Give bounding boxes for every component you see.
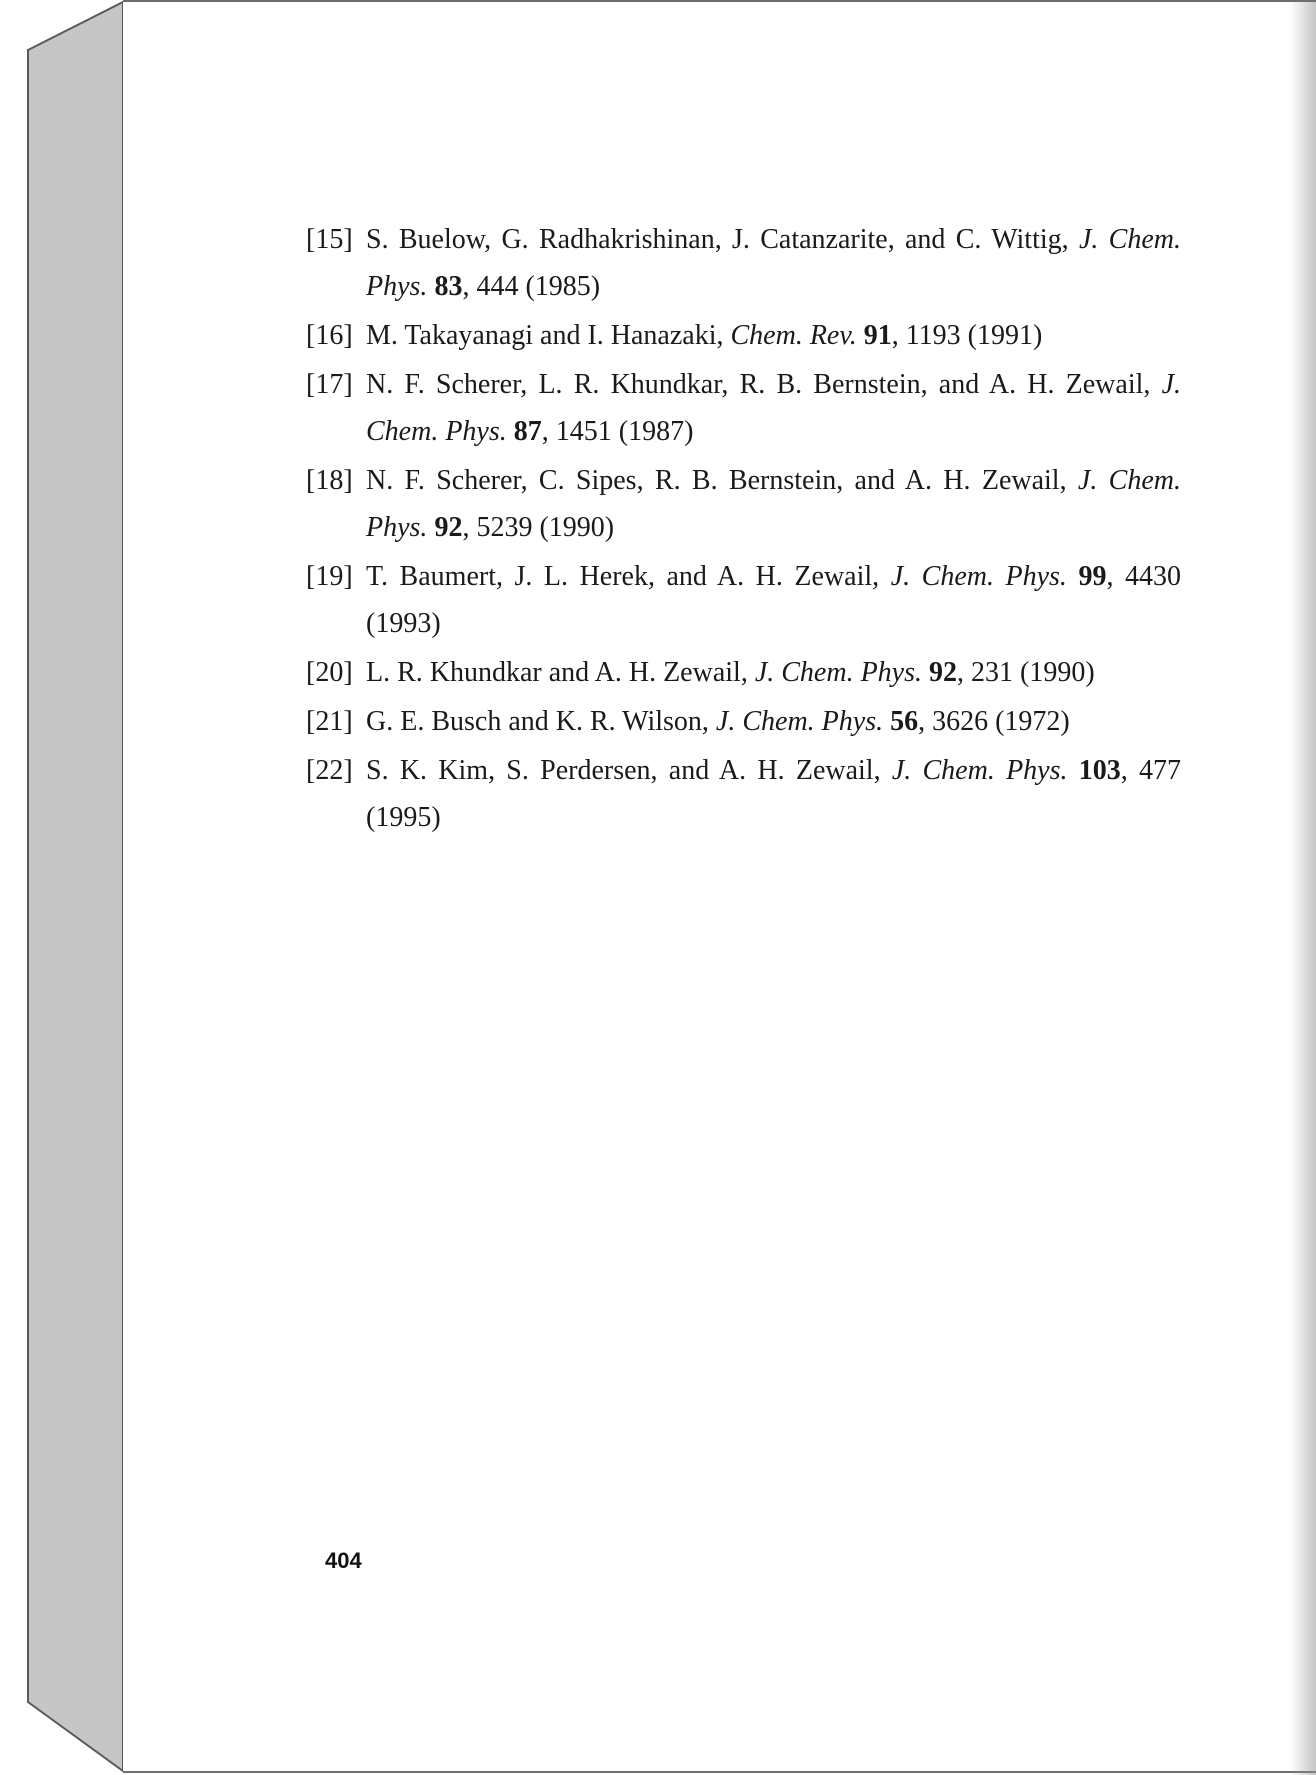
reference-item xyxy=(306,747,1181,841)
journal-name: J. Chem. Phys. xyxy=(891,755,1068,786)
volume: 103 xyxy=(1078,755,1121,786)
reference-item xyxy=(306,216,1181,310)
volume: 91 xyxy=(863,320,892,351)
volume: 92 xyxy=(929,657,958,688)
volume: 87 xyxy=(513,416,542,447)
reference-text: M. Takayanagi and I. Hanazaki, Chem. Rev. 91, 1193 (1991) xyxy=(366,320,1043,351)
reference-item xyxy=(306,698,1181,745)
volume: 56 xyxy=(890,706,919,737)
reference-item xyxy=(306,649,1181,696)
volume: 83 xyxy=(434,271,463,302)
reference-number: [20] xyxy=(306,657,353,688)
journal-name: J. Chem. Phys. xyxy=(366,369,1181,447)
reference-number: [19] xyxy=(306,561,353,592)
reference-number: [15] xyxy=(306,224,353,255)
reference-number: [18] xyxy=(306,465,353,496)
page-number: 404 xyxy=(325,1548,362,1573)
journal-name: J. Chem. Phys. xyxy=(715,706,884,737)
reference-item xyxy=(306,553,1181,647)
reference-number: [21] xyxy=(306,706,353,737)
reference-text: T. Baumert, J. L. Herek, and A. H. Zewail, J. Chem. Phys. 99, 4430 (1993) xyxy=(366,561,1181,639)
reference-item xyxy=(306,312,1181,359)
reference-item xyxy=(306,361,1181,455)
book-spine xyxy=(0,0,126,1773)
reference-item xyxy=(306,457,1181,551)
reference-text: N. F. Scherer, C. Sipes, R. B. Bernstein, and A. H. Zewail, J. Chem. Phys. 92, 5239 (1990) xyxy=(366,465,1181,543)
journal-name: J. Chem. Phys. xyxy=(890,561,1067,592)
volume: 99 xyxy=(1078,561,1107,592)
reference-text: S. Buelow, G. Radhakrishinan, J. Catanzarite, and C. Wittig, J. Chem. Phys. 83, 444 (1985) xyxy=(366,224,1181,302)
journal-name: Chem. Rev. xyxy=(730,320,857,351)
reference-number: [16] xyxy=(306,320,353,351)
reference-text: L. R. Khundkar and A. H. Zewail, J. Chem. Phys. 92, 231 (1990) xyxy=(366,657,1095,688)
journal-name: J. Chem. Phys. xyxy=(754,657,923,688)
page-edge-shadow xyxy=(1290,2,1316,1775)
journal-name: J. Chem. Phys. xyxy=(366,224,1181,302)
reference-text: N. F. Scherer, L. R. Khundkar, R. B. Bernstein, and A. H. Zewail, J. Chem. Phys. 87, 1451 (1987) xyxy=(366,369,1181,447)
journal-name: J. Chem. Phys. xyxy=(366,465,1181,543)
reference-text: G. E. Busch and K. R. Wilson, J. Chem. Phys. 56, 3626 (1972) xyxy=(366,706,1070,737)
reference-list xyxy=(306,216,1181,843)
reference-number: [22] xyxy=(306,755,353,786)
reference-number: [17] xyxy=(306,369,353,400)
volume: 92 xyxy=(434,512,463,543)
reference-text: S. K. Kim, S. Perdersen, and A. H. Zewail, J. Chem. Phys. 103, 477 (1995) xyxy=(366,755,1182,833)
